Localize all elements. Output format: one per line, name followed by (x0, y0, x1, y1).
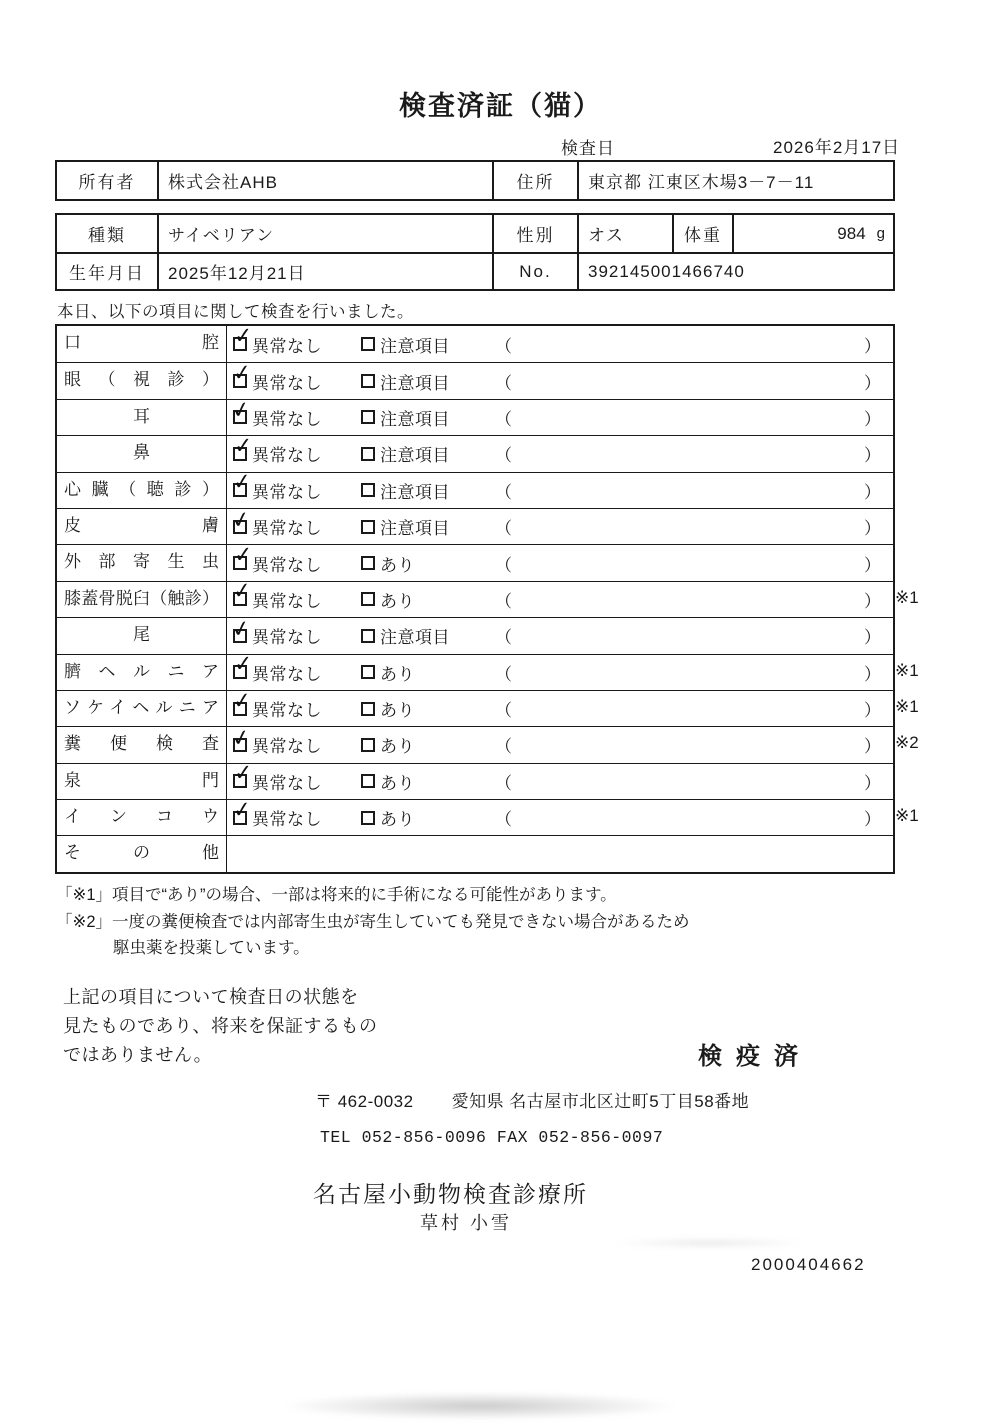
checkbox-attention (361, 441, 495, 466)
checklist-row-content (227, 615, 893, 653)
checklist-row (57, 687, 919, 726)
certificate-no-label: No. (492, 254, 577, 289)
sex-label: 性別 (492, 215, 577, 252)
weight-cell (732, 215, 893, 252)
checkbox-icon (361, 410, 375, 424)
check-mark-icon: ✓ (229, 506, 253, 535)
checkbox-normal (229, 615, 361, 648)
checklist-row (57, 724, 919, 762)
paren-open: （ (495, 555, 512, 575)
checkbox-attention (361, 696, 495, 721)
paren-close: ） (864, 628, 881, 648)
remarks-field (495, 696, 893, 721)
checkbox-icon (361, 483, 375, 497)
remarks-field (495, 623, 893, 648)
checkbox-normal (233, 760, 361, 794)
checklist-row (57, 651, 919, 690)
checkbox-attention (361, 805, 495, 830)
checklist-row-content (227, 687, 893, 726)
checkbox-attention (361, 405, 495, 430)
checklist-item-name: 膝蓋骨脱臼（触診） (57, 582, 227, 617)
weight-unit: g (876, 225, 885, 242)
intro-text: 本日、以下の項目に関して検査を行いました。 (57, 303, 414, 321)
checklist-row (57, 508, 893, 544)
check-mark-icon: ✓ (233, 651, 254, 678)
paren-open: （ (495, 373, 512, 393)
checkbox-attention (361, 551, 495, 576)
checklist-row (57, 544, 893, 580)
remarks-field (495, 660, 893, 685)
paren-open: （ (495, 628, 512, 648)
paren-open: （ (495, 482, 512, 502)
checkbox-icon (231, 796, 253, 825)
paren-close: ） (864, 810, 881, 830)
document-number: 2000404662 (751, 1255, 866, 1274)
paren-open: （ (495, 446, 512, 466)
remarks-field (495, 369, 893, 394)
footnote-marker: ※1 (895, 806, 919, 826)
footnote-marker: ※1 (895, 587, 919, 607)
clinic-name: 名古屋小動物検査診療所 (313, 1181, 588, 1207)
paren-open: （ (495, 409, 512, 429)
checklist-row (57, 323, 893, 362)
checkbox-normal-label: 異常なし (252, 664, 322, 684)
checkbox-icon (361, 556, 375, 570)
checklist-row-content (227, 578, 893, 617)
paren-close: ） (864, 373, 881, 393)
checkbox-attention-label: あり (380, 810, 415, 830)
paren-close: ） (864, 737, 881, 757)
checkbox-attention-label: あり (380, 664, 415, 684)
checklist-item-name: 心臓（聴診） (57, 473, 227, 508)
remarks-field (495, 732, 893, 757)
paren-close: ） (864, 519, 881, 539)
check-mark-icon: ✓ (231, 687, 253, 715)
scan-artifact (280, 1392, 680, 1420)
remarks-field (495, 514, 893, 539)
checkbox-attention (361, 587, 495, 612)
paren-open: （ (495, 737, 512, 757)
checkbox-normal-label: 異常なし (252, 409, 322, 429)
disclaimer-line-2: 見たものであり、将来を保証するもの (63, 1016, 378, 1036)
checkbox-icon (229, 397, 253, 426)
checkbox-attention (361, 514, 495, 539)
paren-close: ） (864, 446, 881, 466)
checkbox-normal (231, 796, 361, 830)
sex-value: オス (577, 215, 672, 252)
checkbox-icon (361, 520, 375, 534)
check-mark-icon: ✓ (229, 724, 253, 753)
paren-open: （ (495, 810, 512, 830)
footnote-2: 「※2」一度の糞便検査では内部寄生虫が寄生していても発見できない場合があるため (56, 912, 690, 931)
check-mark-icon: ✓ (231, 360, 253, 387)
checkbox-normal-label: 異常なし (252, 555, 322, 575)
checkbox-icon (231, 578, 253, 606)
remarks-field (495, 769, 893, 794)
checkbox-icon (231, 469, 253, 497)
footnote-2-continued: 駆虫薬を投薬しています。 (113, 939, 310, 957)
address-value: 東京都 江東区木場3－7－11 (577, 162, 893, 199)
owner-row (57, 162, 893, 199)
checkbox-normal (233, 323, 361, 357)
certificate-no-value: 392145001466740 (577, 254, 893, 289)
checkbox-normal-label: 異常なし (252, 446, 322, 466)
disclaimer (63, 983, 378, 1070)
checkbox-icon (361, 337, 375, 351)
remarks-field (495, 587, 893, 612)
paren-close: ） (864, 555, 881, 575)
paren-close: ） (864, 701, 881, 721)
checklist-row (57, 578, 919, 617)
birthdate-value: 2025年12月21日 (157, 254, 492, 289)
paren-close: ） (864, 591, 881, 611)
checkbox-icon (229, 615, 253, 644)
checkbox-normal (231, 687, 361, 721)
checkbox-attention-label: 注意項目 (380, 482, 450, 502)
checkbox-attention-label: あり (380, 591, 415, 611)
breed-value: サイベリアン (157, 215, 492, 252)
checkbox-attention-label: 注意項目 (380, 409, 450, 429)
checkbox-attention (361, 478, 495, 503)
checkbox-icon (233, 760, 254, 788)
checkbox-normal (233, 542, 361, 576)
check-mark-icon: ✓ (231, 469, 253, 497)
checklist-row-content (227, 397, 893, 435)
checkbox-icon (233, 323, 254, 351)
remarks-field (495, 551, 893, 576)
owner-table (55, 160, 895, 201)
checkbox-icon (233, 433, 254, 461)
paren-close: ） (864, 409, 881, 429)
checklist-item-name: 耳 (57, 400, 227, 435)
checklist-row-content (227, 760, 893, 799)
checkbox-normal (231, 360, 361, 394)
checklist-row (57, 796, 919, 835)
footnotes (56, 882, 690, 962)
checklist-row (57, 760, 893, 799)
paren-open: （ (495, 664, 512, 684)
tel-fax-line: TEL 052-856-0096 FAX 052-856-0097 (320, 1128, 664, 1147)
checklist-item-name: 泉門 (57, 764, 227, 799)
paren-open: （ (495, 519, 512, 539)
checkbox-normal-label: 異常なし (252, 591, 322, 611)
checklist-row-content (227, 836, 893, 871)
checkbox-attention (361, 660, 495, 685)
checkbox-icon (229, 724, 253, 753)
checklist-item-name: 皮膚 (57, 509, 227, 544)
checklist-row (57, 469, 893, 508)
checklist-item-name: その他 (57, 836, 227, 871)
breed-label: 種類 (88, 226, 126, 245)
checkbox-normal-label: 異常なし (252, 737, 322, 757)
check-mark-icon: ✓ (231, 796, 253, 824)
checkbox-icon (231, 360, 253, 388)
checkbox-icon (361, 447, 375, 461)
checkbox-attention-label: あり (380, 737, 415, 757)
inspection-date-label: 検査日 (561, 139, 615, 158)
checkbox-attention-label: あり (380, 773, 415, 793)
veterinarian-name: 草村 小雪 (420, 1213, 513, 1233)
checkbox-normal-label: 異常なし (252, 773, 322, 793)
paren-open: （ (495, 701, 512, 721)
remarks-field (495, 441, 893, 466)
checklist-row-content (227, 796, 893, 835)
checkbox-icon (361, 592, 375, 606)
checkbox-attention (361, 332, 495, 357)
clinic-address-line (315, 1087, 749, 1112)
checklist-row (57, 435, 893, 471)
postal-code: 〒 462-0032 (315, 1092, 414, 1111)
paren-close: ） (864, 482, 881, 502)
remarks-field (495, 332, 893, 357)
weight-value: 984 (837, 223, 866, 243)
owner-value: 株式会社AHB (157, 162, 492, 199)
checkbox-attention-label: 注意項目 (380, 446, 450, 466)
checkbox-icon (361, 811, 375, 825)
check-mark-icon: ✓ (233, 433, 254, 460)
checkbox-normal-label: 異常なし (252, 482, 322, 502)
checkbox-attention-label: 注意項目 (380, 519, 450, 539)
checkbox-normal-label: 異常なし (252, 519, 322, 539)
checkbox-normal (231, 469, 361, 503)
paren-open: （ (495, 773, 512, 793)
checkbox-icon (233, 542, 254, 570)
weight-label: 体重 (672, 215, 732, 252)
checkbox-icon (361, 738, 375, 752)
scan-artifact (610, 1237, 810, 1249)
clinic-address: 愛知県 名古屋市北区辻町5丁目58番地 (451, 1092, 750, 1111)
checkbox-attention (361, 732, 495, 757)
checklist-item-name: 鼻 (57, 436, 227, 471)
checklist-item-name: 糞便検査 (57, 727, 227, 762)
checkbox-normal-label: 異常なし (252, 336, 322, 356)
checklist-item-name: 尾 (57, 618, 227, 653)
checkbox-icon (229, 506, 253, 535)
checklist-row (57, 835, 893, 871)
checklist-table (55, 323, 919, 874)
animal-info-table (55, 213, 895, 291)
birthdate-label: 生年月日 (69, 264, 145, 283)
checklist-row-content (227, 506, 893, 544)
checkbox-normal-label: 異常なし (252, 701, 322, 721)
disclaimer-line-3: ではありません。 (63, 1045, 213, 1065)
checkbox-icon (361, 702, 375, 716)
checkbox-icon (361, 629, 375, 643)
checkbox-icon (361, 665, 375, 679)
checkbox-normal-label: 異常なし (252, 628, 322, 648)
quarantine-stamp: 検疫済 (698, 1043, 812, 1070)
checkbox-icon (361, 374, 375, 388)
check-mark-icon: ✓ (229, 397, 253, 426)
remarks-field (495, 405, 893, 430)
checklist-item-name: 口腔 (57, 326, 227, 362)
checklist-row-content (227, 542, 893, 580)
checklist-row (57, 362, 893, 398)
footnote-marker: ※1 (895, 660, 919, 680)
info-row-2 (57, 252, 893, 289)
checklist-item-name: 外部寄生虫 (57, 545, 227, 580)
checkbox-attention-label: 注意項目 (380, 628, 450, 648)
remarks-field (495, 478, 893, 503)
owner-label: 所有者 (78, 173, 136, 192)
check-mark-icon: ✓ (233, 542, 254, 569)
checkbox-normal (233, 651, 361, 685)
address-label: 住所 (492, 162, 577, 199)
check-mark-icon: ✓ (229, 615, 253, 644)
checkbox-normal-label: 異常なし (252, 810, 322, 830)
checkbox-icon (231, 687, 253, 716)
checklist-item-name: 臍ヘルニア (57, 655, 227, 690)
paren-open: （ (495, 591, 512, 611)
checkbox-attention-label: 注意項目 (380, 336, 450, 356)
checkbox-normal (233, 433, 361, 466)
checklist-row-content (227, 724, 893, 762)
page-title: 検査済証（猫） (399, 91, 602, 121)
checkbox-icon (233, 651, 254, 679)
paren-open: （ (495, 336, 512, 356)
check-mark-icon: ✓ (231, 578, 253, 606)
check-mark-icon: ✓ (233, 760, 254, 787)
checklist-item-name: ソケイヘルニア (57, 691, 227, 726)
disclaimer-line-1: 上記の項目について検査日の状態を (63, 987, 359, 1007)
checkbox-normal (231, 578, 361, 612)
footnote-marker: ※1 (895, 696, 919, 716)
checkbox-normal (229, 506, 361, 539)
checkbox-attention-label: あり (380, 555, 415, 575)
checklist-row (57, 399, 893, 435)
checkbox-normal-label: 異常なし (252, 373, 322, 393)
remarks-field (495, 805, 893, 830)
checkbox-icon (361, 774, 375, 788)
footnote-marker: ※2 (895, 733, 919, 753)
checkbox-attention (361, 623, 495, 648)
footnote-1: 「※1」項目で“あり”の場合、一部は将来的に手術になる可能性があります。 (56, 886, 617, 904)
checkbox-normal (229, 397, 361, 430)
checklist-row-content (227, 433, 893, 471)
checklist-row-content (227, 469, 893, 508)
checkbox-attention (361, 369, 495, 394)
checklist-item-name: 眼（視診） (57, 363, 227, 398)
info-row-1 (57, 215, 893, 252)
checkbox-attention (361, 769, 495, 794)
checklist-row-content (227, 323, 893, 362)
paren-close: ） (864, 773, 881, 793)
paren-close: ） (864, 664, 881, 684)
paren-close: ） (864, 336, 881, 356)
checklist-row-content (227, 651, 893, 690)
checklist-row (57, 617, 893, 653)
inspection-date-value: 2026年2月17日 (773, 138, 901, 157)
checklist-row-content (227, 360, 893, 398)
checkbox-attention-label: あり (380, 701, 415, 721)
checkbox-normal (229, 724, 361, 757)
checkbox-attention-label: 注意項目 (380, 373, 450, 393)
check-mark-icon: ✓ (233, 323, 254, 350)
checklist-item-name: インコウ (57, 800, 227, 835)
